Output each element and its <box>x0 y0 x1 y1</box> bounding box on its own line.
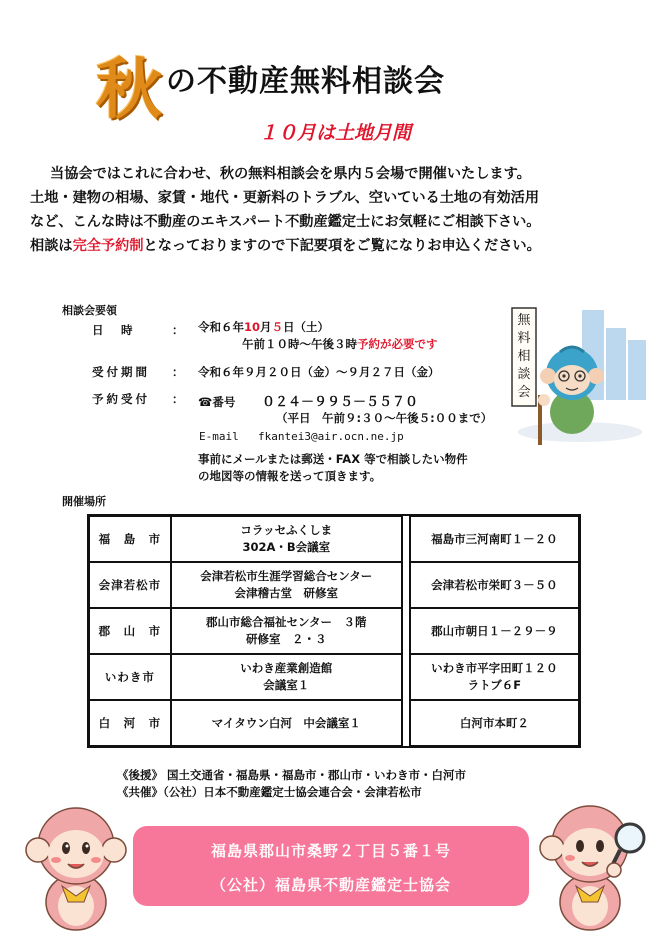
venue-address-line: 郡山市朝日１－２９－９ <box>431 623 558 638</box>
note-line: の地図等の情報を送って頂きます。 <box>198 469 382 483</box>
table-gap <box>402 608 410 654</box>
intro-line: など、こんな時は不動産のエキスパート不動産鑑定士にお気軽にご相談下さい。 <box>30 214 541 230</box>
period-value: 令和６年９月２０日（金）～９月２７日（金） <box>198 365 440 379</box>
reservation-system-highlight: 完全予約制 <box>72 238 144 254</box>
reservation-required: 予約が必要です <box>357 337 438 351</box>
mascot-monkey-magnifier-icon <box>538 790 653 935</box>
intro-text-part: 相談は <box>30 238 73 254</box>
venue-address-line: いわき市平字田町１２０ <box>431 661 558 675</box>
intro-line <box>30 234 646 258</box>
venue-city: 郡 山 市 <box>89 608 171 654</box>
colon: ： <box>172 392 184 406</box>
venue-place-line: 302A・B会議室 <box>242 540 331 554</box>
phone-number: ０２４－９９５－５５７０ <box>262 395 419 410</box>
date-part: 日（土） <box>283 320 330 334</box>
mascot-monkey-left-icon <box>22 794 130 934</box>
venue-place-line: 研修室 ２・３ <box>246 632 327 646</box>
venue-place <box>171 562 402 608</box>
phone-hours: （平日 午前９:３０～午後５:００まで） <box>276 411 493 425</box>
intro-text <box>30 162 646 258</box>
date-month: 10 <box>244 320 261 334</box>
time-value <box>242 336 438 352</box>
svg-text:無: 無 <box>517 313 531 328</box>
table-row <box>89 700 579 746</box>
venue-address <box>410 608 579 654</box>
venue-place-line: コラッセふくしま <box>240 523 333 537</box>
note-line: 事前にメールまたは郵送・FAX 等で相談したい物件 <box>198 452 468 466</box>
date-day: ５ <box>271 320 284 334</box>
footer-address: 福島県郡山市桑野２丁目５番１号 <box>210 842 451 860</box>
venue-place-line: マイタウン白河 中会議室１ <box>211 715 361 730</box>
venue-place <box>171 516 402 562</box>
table-row <box>89 608 579 654</box>
venue-address-line: 白河市本町２ <box>459 715 529 730</box>
venue-heading: 開催場所 <box>62 495 106 508</box>
colon: ： <box>172 323 184 337</box>
page-title: の不動産無料相談会 <box>166 64 445 99</box>
venue-table-body <box>89 516 579 746</box>
sponsor-cohost: 《共催》（公社）日本不動産鑑定士協会連合会・会津若松市 <box>117 785 422 799</box>
venue-city: 福 島 市 <box>89 516 171 562</box>
table-gap <box>402 562 410 608</box>
venue-address <box>410 516 579 562</box>
intro-text-part: となっておりますので下記要項をご覧になりお申込ください。 <box>143 238 541 254</box>
venue-place-line: 会津若松市生涯学習総合センター <box>200 569 373 583</box>
venue-city: 会津若松市 <box>89 562 171 608</box>
venue-address-line: 会津若松市栄町３－５０ <box>431 577 558 592</box>
venue-address-line: ラトブ６F <box>467 678 522 692</box>
venue-city: 白 河 市 <box>89 700 171 746</box>
email-address[interactable]: fkantei3@air.ocn.ne.jp <box>258 430 404 443</box>
table-row <box>89 516 579 562</box>
venue-table <box>87 514 581 748</box>
sponsor-support: 《後援》 国土交通省・福島県・福島市・郡山市・いわき市・白河市 <box>117 768 466 782</box>
date-value <box>198 319 329 335</box>
date-label: 日 時 <box>92 323 136 337</box>
phone-label: ☎番号 <box>198 395 236 409</box>
colon: ： <box>172 365 184 379</box>
venue-place <box>171 700 402 746</box>
intro-line: 土地・建物の相場、家賃・地代・更新料のトラブル、空いている土地の有効活用 <box>30 190 540 206</box>
intro-line: 当協会ではこれに合わせ、秋の無料相談会を県内５会場で開催いたします。 <box>50 166 531 182</box>
period-label: 受付期間 <box>92 365 150 379</box>
venue-place-line: 会議室１ <box>263 678 310 692</box>
table-gap <box>402 654 410 700</box>
subtitle: １０月は土地月間 <box>258 122 411 144</box>
table-gap <box>402 700 410 746</box>
venue-city: いわき市 <box>89 654 171 700</box>
guide-heading: 相談会要領 <box>62 304 117 317</box>
svg-text:談: 談 <box>517 367 531 382</box>
venue-place <box>171 608 402 654</box>
email-label: E-mail <box>199 430 239 443</box>
venue-place-line: 郡山市総合福祉センター ３階 <box>206 615 367 629</box>
date-part: 令和６年 <box>198 320 244 334</box>
venue-place-line: 会津稽古堂 研修室 <box>234 586 339 600</box>
venue-address <box>410 700 579 746</box>
table-gap <box>402 516 410 562</box>
svg-text:会: 会 <box>517 385 531 400</box>
title-autumn-char: 秋 <box>96 50 160 128</box>
table-row <box>89 562 579 608</box>
time-text: 午前１０時～午後３時 <box>242 337 357 351</box>
svg-text:料: 料 <box>517 331 531 346</box>
reserve-label: 予約受付 <box>92 392 150 406</box>
venue-address-line: 福島市三河南町１－２０ <box>431 531 558 546</box>
date-part: 月 <box>260 320 272 334</box>
venue-address <box>410 654 579 700</box>
venue-place <box>171 654 402 700</box>
mascot-monkey-sign-illustration <box>500 300 650 450</box>
svg-text:相: 相 <box>517 349 531 364</box>
venue-place-line: いわき産業創造館 <box>240 661 333 675</box>
footer-org: （公社）福島県不動産鑑定士協会 <box>210 876 451 894</box>
venue-address <box>410 562 579 608</box>
table-row <box>89 654 579 700</box>
